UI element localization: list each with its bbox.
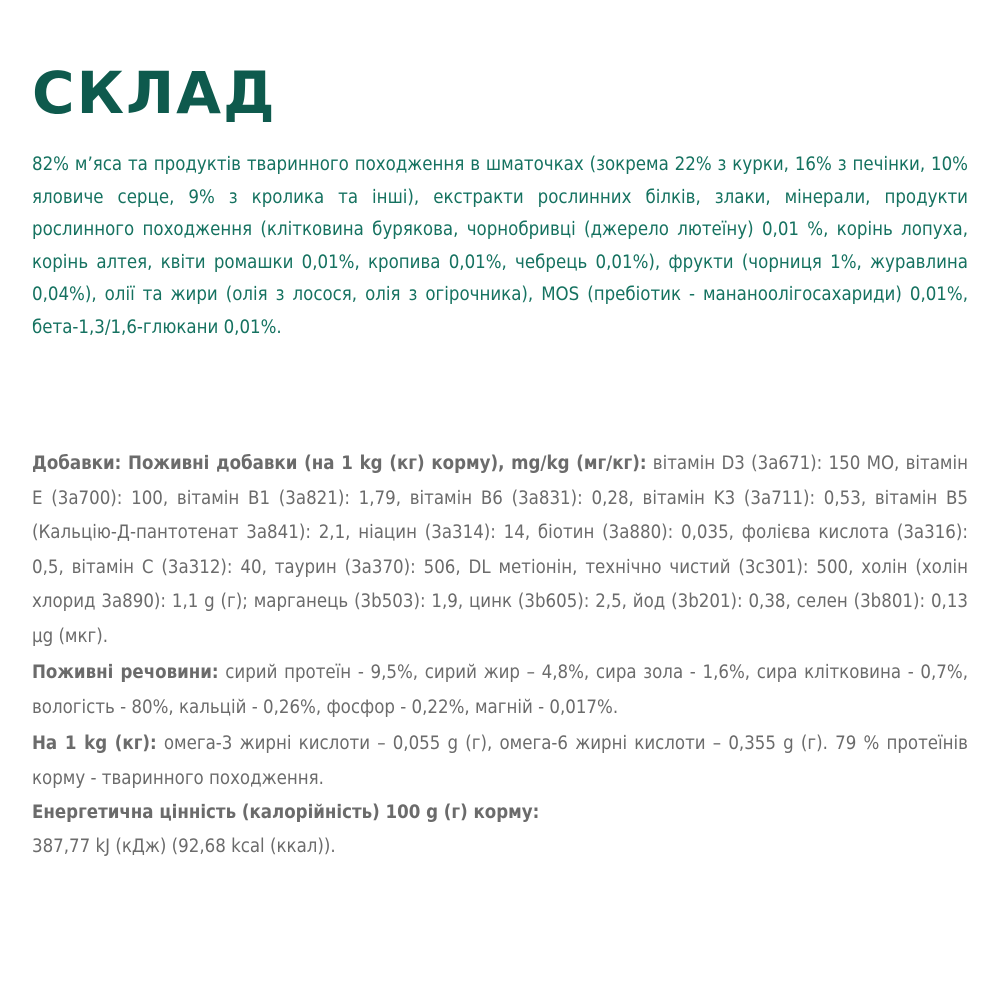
additives-label: Добавки: Поживні добавки (на 1 kg (кг) корму), mg/kg (мг/кг): <box>32 453 647 474</box>
energy-label: Енергетична цінність (калорійність) 100 g (г) корму: <box>32 802 540 823</box>
per-kg-paragraph <box>32 727 968 796</box>
nutrients-label: Поживні речовини: <box>32 662 219 683</box>
per-kg-text: омега-3 жирні кислоти – 0,055 g (г), омега-6 жирні кислоти – 0,355 g (г). 79 % протеїнів корму - тваринного походження. <box>32 733 968 789</box>
page-title: СКЛАД <box>32 59 277 127</box>
nutrition-info <box>32 447 968 863</box>
nutrients-text: сирий протеїн - 9,5%, сирий жир – 4,8%, сира зола - 1,6%, сира клітковина - 0,7%, вологість - 80%, кальцій - 0,26%, фосфор - 0,22%, магній - 0,017%. <box>32 662 968 718</box>
additives-paragraph <box>32 447 968 654</box>
nutrients-paragraph <box>32 656 968 725</box>
energy-heading <box>32 796 968 831</box>
energy-value: 387,77 kJ (кДж) (92,68 kcal (ккал)). <box>32 835 336 857</box>
per-kg-label: На 1 kg (кг): <box>32 733 157 754</box>
additives-text: вітамін D3 (3a671): 150 МО, вітамін E (3a700): 100, вітамін B1 (3a821): 1,79, вітамін B6 (3a831): 0,28, вітамін K3 (3a711): 0,53, вітамін B5 (Кальцію-Д-пантотенат 3a841): 2,1, ніацин (3a314): 14, біотин (3a880): 0,035, фолієва кислота (3a316): 0,5, вітамін C (3a312): 40, таурин (3a370): 506, DL метіонін, технічно чистий (3c301): 500, холін (холін хлорид 3a890): 1,1 g (г); марганець (3b503): 1,9, цинк (3b605): 2,5, йод (3b201): 0,38, селен (3b801): 0,13 µg (мкг). <box>32 453 968 647</box>
composition-text: 82% м’яса та продуктів тваринного походження в шматочках (зокрема 22% з курки, 16% з печінки, 10% яловиче серце, 9% з кролика та інші), екстракти рослинних білків, злаки, мінерали, продукти рослинного походження (клітковина бурякова, чорнобривці (джерело лютеїну) 0,01 %, корінь лопуха, корінь алтея, квіти ромашки 0,01%, кропива 0,01%, чебрець 0,01%), фрукти (чорниця 1%, журавлина 0,04%), олії та жири (олія з лосося, олія з огірочника), MOS (пребіотик - мананоолігосахариди) 0,01%, бета-1,3/1,6-глюкани 0,01%. <box>32 154 968 338</box>
